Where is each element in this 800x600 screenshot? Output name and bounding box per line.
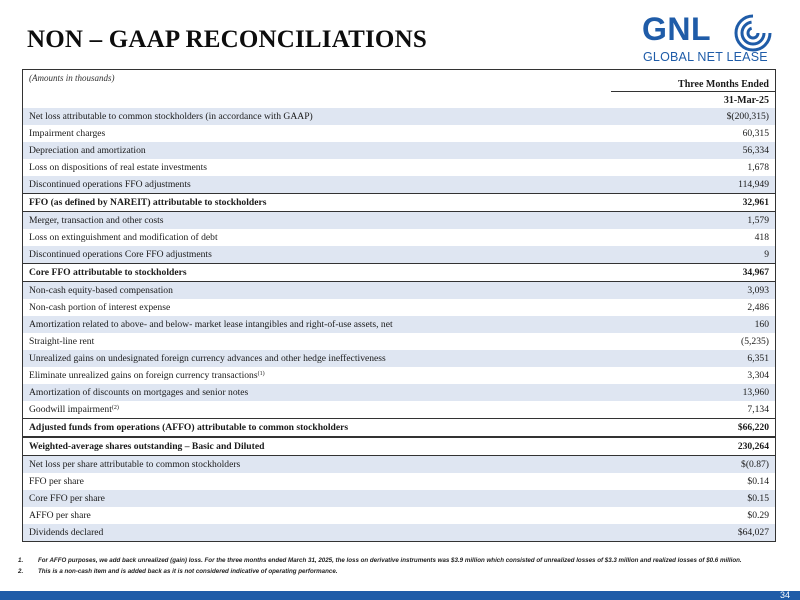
table-row — [23, 125, 775, 142]
row-value: 2,486 — [747, 302, 769, 313]
table-row — [23, 401, 775, 418]
table-row — [23, 229, 775, 246]
date-header: 31-Mar-25 — [723, 95, 769, 106]
row-label: Unrealized gains on undesignated foreign currency advances and other hedge ineffectiveness — [29, 353, 386, 364]
table-row — [23, 212, 775, 229]
row-label: Straight-line rent — [29, 336, 95, 347]
row-label: Loss on dispositions of real estate investments — [29, 162, 207, 173]
page-title: NON – GAAP RECONCILIATIONS — [27, 26, 427, 53]
table-row — [23, 350, 775, 367]
row-value: 230,264 — [737, 441, 769, 452]
row-value: $(200,315) — [726, 111, 769, 122]
period-header: Three Months Ended — [678, 79, 769, 90]
row-value: 3,304 — [747, 370, 769, 381]
row-value: 114,949 — [738, 179, 769, 190]
row-label: Non-cash portion of interest expense — [29, 302, 171, 313]
row-label: FFO per share — [29, 476, 84, 487]
footnote-number: 2. — [18, 568, 24, 575]
row-label: Weighted-average shares outstanding – Basic and Diluted — [29, 441, 265, 452]
logo-subtext: GLOBAL NET LEASE — [643, 50, 768, 64]
subtotal-row-affo — [23, 418, 775, 437]
table-row — [23, 507, 775, 524]
row-value: 13,960 — [742, 387, 769, 398]
footnote-ref: (2) — [111, 405, 119, 411]
row-value: 9 — [764, 249, 769, 260]
row-label: Depreciation and amortization — [29, 145, 146, 156]
row-value: $0.14 — [747, 476, 769, 487]
table-row — [23, 246, 775, 263]
amounts-note: (Amounts in thousands) — [29, 73, 115, 83]
footnote-2 — [18, 568, 778, 576]
table-row — [23, 524, 775, 541]
table-row — [23, 367, 775, 384]
table-row — [23, 176, 775, 193]
table-row — [23, 299, 775, 316]
row-value: 3,093 — [747, 285, 769, 296]
row-label: Non-cash equity-based compensation — [29, 285, 173, 296]
table-row — [23, 333, 775, 350]
reconciliation-table — [22, 69, 776, 542]
logo-swirl-icon — [732, 12, 774, 54]
row-label: Net loss attributable to common stockholders (in accordance with GAAP) — [29, 111, 313, 122]
footnote-1 — [18, 557, 778, 565]
row-value: 32,961 — [742, 197, 769, 208]
header-underline — [611, 91, 775, 92]
row-label: AFFO per share — [29, 510, 91, 521]
table-row — [23, 490, 775, 507]
row-label: Dividends declared — [29, 527, 104, 538]
table-header — [23, 70, 775, 108]
row-value: 60,315 — [742, 128, 769, 139]
company-logo — [640, 10, 790, 66]
row-label: Net loss per share attributable to common stockholders — [29, 459, 241, 470]
row-label: Discontinued operations FFO adjustments — [29, 179, 191, 190]
row-value: $0.15 — [747, 493, 769, 504]
row-label-text: Eliminate unrealized gains on foreign currency transactions — [29, 370, 258, 381]
bottom-bar — [0, 591, 800, 600]
row-value: 7,134 — [747, 404, 769, 415]
footnote-text: For AFFO purposes, we add back unrealized (gain) loss. For the three months ended March 31, 2025, the loss on derivative instruments was $3.9 million which consisted of unrealized losses of $3.3 million and realized losses of $0.6 million. — [38, 557, 742, 564]
row-label: Merger, transaction and other costs — [29, 215, 164, 226]
table-row — [23, 384, 775, 401]
table-row — [23, 282, 775, 299]
row-value: (5,235) — [741, 336, 769, 347]
row-value: 56,334 — [742, 145, 769, 156]
row-label: Amortization related to above- and below- market lease intangibles and right-of-use assets, net — [29, 319, 393, 330]
row-value: $64,027 — [737, 527, 769, 538]
page-number: 34 — [779, 590, 790, 600]
footnotes — [18, 557, 778, 579]
subtotal-row-core-ffo — [23, 263, 775, 282]
table-row — [23, 456, 775, 473]
row-value: $0.29 — [747, 510, 769, 521]
row-label: Adjusted funds from operations (AFFO) attributable to common stockholders — [29, 422, 349, 433]
row-label: Loss on extinguishment and modification of debt — [29, 232, 218, 243]
row-label: Amortization of discounts on mortgages and senior notes — [29, 387, 249, 398]
subtotal-row-shares — [23, 437, 775, 456]
row-value: $(0.87) — [741, 459, 769, 470]
footnote-number: 1. — [18, 557, 24, 564]
table-row — [23, 108, 775, 125]
row-label: Discontinued operations Core FFO adjustments — [29, 249, 212, 260]
row-value: 160 — [754, 319, 769, 330]
row-value: 6,351 — [747, 353, 769, 364]
row-value: 418 — [754, 232, 769, 243]
table-row — [23, 142, 775, 159]
row-value: $66,220 — [737, 422, 769, 433]
table-row — [23, 159, 775, 176]
row-label: Impairment charges — [29, 128, 106, 139]
footnote-ref: (1) — [257, 371, 265, 377]
row-label: FFO (as defined by NAREIT) attributable to stockholders — [29, 197, 267, 208]
row-value: 34,967 — [742, 267, 769, 278]
row-label — [29, 367, 265, 384]
table-row — [23, 473, 775, 490]
footnote-text: This is a non-cash item and is added back as it is not considered indicative of operating performance. — [38, 568, 338, 575]
row-value: 1,678 — [747, 162, 769, 173]
row-label-text: Goodwill impairment — [29, 404, 112, 415]
row-label — [29, 401, 119, 418]
row-label: Core FFO per share — [29, 493, 105, 504]
row-value: 1,579 — [747, 215, 769, 226]
row-label: Core FFO attributable to stockholders — [29, 267, 187, 278]
subtotal-row-ffo — [23, 193, 775, 212]
table-row — [23, 316, 775, 333]
logo-text: GNL — [642, 11, 712, 47]
